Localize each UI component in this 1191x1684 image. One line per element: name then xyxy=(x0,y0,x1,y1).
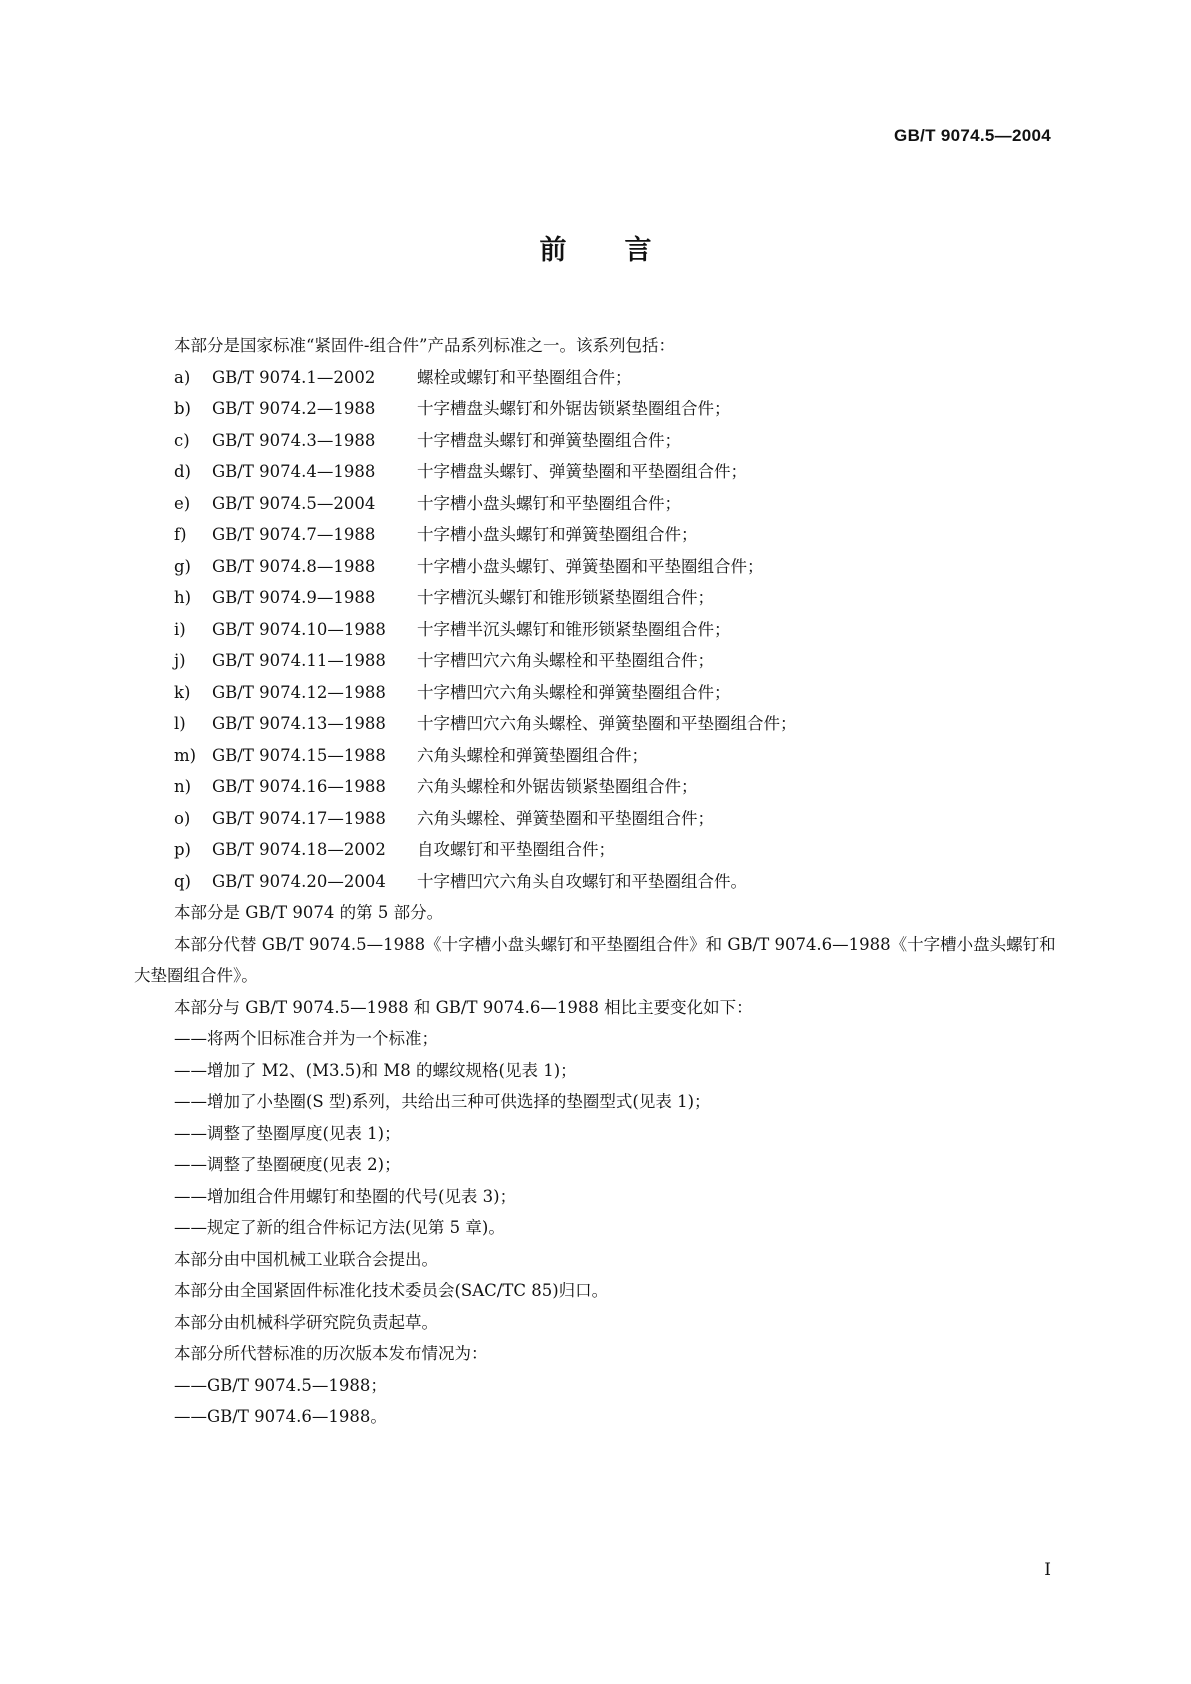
series-list xyxy=(134,362,1060,898)
drafted-by: 本部分由机械科学研究院负责起草。 xyxy=(174,1312,438,1332)
replaces-statement: 本部分代替 GB/T 9074.5—1988《十字槽小盘头螺钉和平垫圈组合件》和 GB/T 9074.6—1988《十字槽小盘头螺钉和大垫圈组合件》。 xyxy=(134,934,1056,985)
item-text: 十字槽半沉头螺钉和锥形锁紧垫圈组合件； xyxy=(417,619,731,639)
item-letter: a) xyxy=(174,367,191,387)
item-text: 十字槽小盘头螺钉和平垫圈组合件； xyxy=(417,493,681,513)
item-letter: m) xyxy=(174,745,197,765)
item-code: GB/T 9074.9—1988 xyxy=(212,588,376,607)
item-text: 六角头螺栓和弹簧垫圈组合件； xyxy=(417,745,648,765)
item-letter: g) xyxy=(174,556,191,576)
item-code: GB/T 9074.3—1988 xyxy=(212,430,376,450)
intro-paragraph: 本部分是国家标准“紧固件-组合件”产品系列标准之一。该系列包括： xyxy=(174,336,675,355)
list-item: ——增加组合件用螺钉和垫圈的代号(见表 3)； xyxy=(174,1186,517,1206)
item-code: GB/T 9074.12—1988 xyxy=(212,682,386,702)
item-code: GB/T 9074.4—1988 xyxy=(212,462,376,481)
list-item xyxy=(134,362,1060,394)
changes-list xyxy=(134,1023,1060,1244)
changes-intro: 本部分与 GB/T 9074.5—1988 和 GB/T 9074.6—1988 相比主要变化如下： xyxy=(174,997,753,1017)
list-item xyxy=(134,425,1060,457)
list-item xyxy=(134,803,1060,835)
item-text: 自攻螺钉和平垫圈组合件； xyxy=(417,840,615,859)
item-letter: n) xyxy=(174,777,192,796)
item-letter: q) xyxy=(174,871,191,891)
list-item: ——调整了垫圈硬度(见表 2)； xyxy=(174,1155,401,1174)
foreword-body xyxy=(134,330,1060,1433)
list-item xyxy=(134,582,1060,614)
proposed-by: 本部分由中国机械工业联合会提出。 xyxy=(174,1249,438,1269)
list-item xyxy=(134,866,1060,898)
list-item: ——增加了小垫圈(S 型)系列，共给出三种可供选择的垫圈型式(见表 1)； xyxy=(174,1092,711,1111)
item-code: GB/T 9074.10—1988 xyxy=(212,619,386,639)
item-letter: b) xyxy=(174,399,191,418)
item-text: 螺栓或螺钉和平垫圈组合件； xyxy=(417,367,632,387)
item-code: GB/T 9074.2—1988 xyxy=(212,399,376,418)
standard-number-header: GB/T 9074.5—2004 xyxy=(894,126,1051,145)
item-text: 六角头螺栓和外锯齿锁紧垫圈组合件； xyxy=(417,777,698,796)
item-code: GB/T 9074.16—1988 xyxy=(212,777,386,796)
item-code: GB/T 9074.18—2002 xyxy=(212,840,386,859)
item-text: 十字槽沉头螺钉和锥形锁紧垫圈组合件； xyxy=(417,588,714,607)
list-item xyxy=(134,551,1060,583)
list-item: ——调整了垫圈厚度(见表 1)； xyxy=(174,1123,401,1143)
item-text: 十字槽凹穴六角头螺栓和平垫圈组合件； xyxy=(417,651,714,670)
item-letter: f) xyxy=(174,525,187,544)
list-item: ——GB/T 9074.6—1988。 xyxy=(174,1407,387,1426)
item-letter: k) xyxy=(174,682,191,702)
item-letter: p) xyxy=(174,840,191,859)
list-item xyxy=(134,708,1060,740)
list-item: ——增加了 M2、(M3.5)和 M8 的螺纹规格(见表 1)； xyxy=(174,1060,577,1080)
list-item xyxy=(134,834,1060,866)
list-item xyxy=(134,614,1060,646)
list-item xyxy=(134,771,1060,803)
page-number: I xyxy=(1044,1560,1051,1580)
item-code: GB/T 9074.8—1988 xyxy=(212,556,376,576)
list-item: ——将两个旧标准合并为一个标准； xyxy=(174,1029,438,1048)
item-letter: h) xyxy=(174,588,192,607)
item-code: GB/T 9074.11—1988 xyxy=(212,651,386,670)
item-code: GB/T 9074.15—1988 xyxy=(212,745,386,765)
list-item: ——规定了新的组合件标记方法(见第 5 章)。 xyxy=(174,1218,505,1237)
part-statement: 本部分是 GB/T 9074 的第 5 部分。 xyxy=(174,903,444,922)
item-letter: e) xyxy=(174,493,191,513)
item-code: GB/T 9074.1—2002 xyxy=(212,367,376,387)
item-code: GB/T 9074.7—1988 xyxy=(212,525,376,544)
item-code: GB/T 9074.5—2004 xyxy=(212,493,376,513)
item-letter: o) xyxy=(174,808,191,828)
item-text: 六角头螺栓、弹簧垫圈和平垫圈组合件； xyxy=(417,808,714,828)
history-intro: 本部分所代替标准的历次版本发布情况为： xyxy=(174,1344,488,1363)
list-item xyxy=(134,519,1060,551)
item-text: 十字槽凹穴六角头自攻螺钉和平垫圈组合件。 xyxy=(417,871,747,891)
list-item xyxy=(134,456,1060,488)
list-item xyxy=(134,488,1060,520)
item-text: 十字槽盘头螺钉、弹簧垫圈和平垫圈组合件； xyxy=(417,462,747,481)
page-title: 前言 xyxy=(539,235,710,266)
item-code: GB/T 9074.13—1988 xyxy=(212,714,386,733)
item-letter: i) xyxy=(174,619,186,639)
list-item xyxy=(134,740,1060,772)
item-text: 十字槽凹穴六角头螺栓、弹簧垫圈和平垫圈组合件； xyxy=(417,714,797,733)
history-list xyxy=(134,1370,1060,1433)
list-item: ——GB/T 9074.5—1988； xyxy=(174,1375,387,1395)
item-text: 十字槽小盘头螺钉和弹簧垫圈组合件； xyxy=(417,525,698,544)
list-item xyxy=(134,677,1060,709)
item-text: 十字槽盘头螺钉和弹簧垫圈组合件； xyxy=(417,430,681,450)
item-letter: d) xyxy=(174,462,191,481)
item-text: 十字槽凹穴六角头螺栓和弹簧垫圈组合件； xyxy=(417,682,731,702)
centralized-by: 本部分由全国紧固件标准化技术委员会(SAC/TC 85)归口。 xyxy=(174,1281,609,1300)
item-code: GB/T 9074.17—1988 xyxy=(212,808,386,828)
list-item xyxy=(134,645,1060,677)
item-letter: j) xyxy=(174,651,186,670)
item-letter: l) xyxy=(174,714,186,733)
item-letter: c) xyxy=(174,430,190,450)
item-code: GB/T 9074.20—2004 xyxy=(212,871,386,891)
item-text: 十字槽小盘头螺钉、弹簧垫圈和平垫圈组合件； xyxy=(417,556,764,576)
item-text: 十字槽盘头螺钉和外锯齿锁紧垫圈组合件； xyxy=(417,399,731,418)
list-item xyxy=(134,393,1060,425)
